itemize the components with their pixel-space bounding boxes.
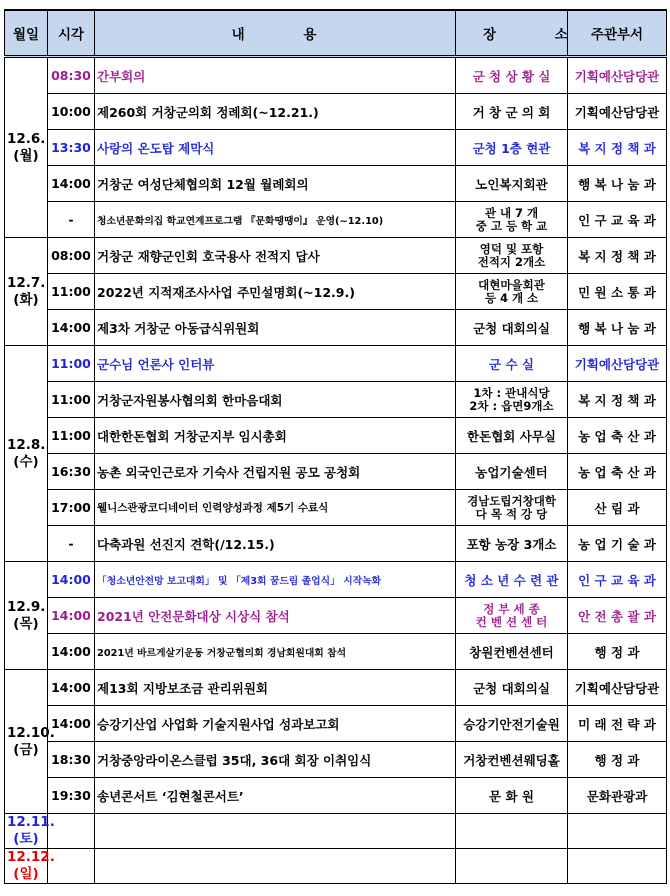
dept-cell xyxy=(568,814,667,849)
place-cell: 노인복지회관 xyxy=(456,166,568,202)
content-cell: 사랑의 온도탑 제막식 xyxy=(95,130,456,166)
schedule-row xyxy=(5,130,667,166)
content-cell: 2022년 지적재조사사업 주민설명회(~12.9.) xyxy=(95,274,456,310)
content-cell: 「청소년안전망 보고대회」 및 「제3회 꿈드림 졸업식」 시작녹화 xyxy=(95,562,456,598)
content-cell: 제13회 지방보조금 관리위원회 xyxy=(95,670,456,706)
dept-cell: 미 래 전 략 과 xyxy=(568,706,667,742)
place-cell xyxy=(456,490,568,526)
schedule-table xyxy=(4,9,667,884)
dept-cell: 복 지 정 책 과 xyxy=(568,382,667,418)
content-cell: 거창군 여성단체협의회 12월 월례회의 xyxy=(95,166,456,202)
schedule-row xyxy=(5,238,667,274)
schedule-row xyxy=(5,166,667,202)
weekday-label: (월) xyxy=(13,147,39,164)
dept-cell: 행 정 과 xyxy=(568,634,667,670)
place-line: 컨 벤 션 센 터 xyxy=(475,614,548,629)
time-cell: 19:30 xyxy=(48,778,95,814)
time-cell: 14:00 xyxy=(48,634,95,670)
date-label: 12.7. xyxy=(7,274,46,291)
time-cell: 14:00 xyxy=(48,706,95,742)
time-cell: 11:00 xyxy=(48,382,95,418)
content-cell: 농촌 외국인근로자 기숙사 건립지원 공모 공청회 xyxy=(95,454,456,490)
place-cell xyxy=(456,382,568,418)
schedule-row-empty xyxy=(5,848,667,883)
content-cell: 제260회 거창군의회 정례회(~12.21.) xyxy=(95,94,456,130)
place-cell: 군청 1층 현관 xyxy=(456,130,568,166)
dept-cell: 복 지 정 책 과 xyxy=(568,130,667,166)
dept-cell: 농 업 축 산 과 xyxy=(568,418,667,454)
dept-cell: 농 업 기 술 과 xyxy=(568,526,667,562)
content-cell: 거창군 재향군인회 호국용사 전적지 답사 xyxy=(95,238,456,274)
schedule-row xyxy=(5,742,667,778)
time-cell: 13:30 xyxy=(48,130,95,166)
place-cell: 창원컨벤션센터 xyxy=(456,634,568,670)
dept-cell: 민 원 소 통 과 xyxy=(568,274,667,310)
place-cell: 승강기안전기술원 xyxy=(456,706,568,742)
time-cell: 11:00 xyxy=(48,346,95,382)
place-cell: 군청 대회의실 xyxy=(456,670,568,706)
time-cell: 14:00 xyxy=(48,310,95,346)
place-line: 등 4 개 소 xyxy=(484,290,539,305)
schedule-row xyxy=(5,778,667,814)
place-line: 중 고 등 학 교 xyxy=(475,218,548,233)
place-cell xyxy=(456,814,568,849)
place-line: 전적지 2개소 xyxy=(477,254,546,269)
place-line: 1차 : 관내식당 xyxy=(473,386,550,401)
date-label: 12.8. xyxy=(7,436,46,453)
schedule-row xyxy=(5,454,667,490)
weekday-label: (일) xyxy=(13,865,39,882)
place-line: 경남도립거창대학 xyxy=(467,494,556,509)
dept-cell: 행 복 나 눔 과 xyxy=(568,166,667,202)
dept-cell: 인 구 교 육 과 xyxy=(568,202,667,238)
place-cell xyxy=(456,848,568,883)
header-date: 월일 xyxy=(5,10,48,57)
dept-cell: 기획예산담당관 xyxy=(568,94,667,130)
schedule-row xyxy=(5,274,667,310)
header-place: 장 소 xyxy=(456,10,568,57)
date-label: 12.6. xyxy=(7,130,46,147)
header-time: 시각 xyxy=(48,10,95,57)
time-cell: 14:00 xyxy=(48,562,95,598)
content-cell: 2021년 바르게살기운동 거창군협의회 경남회원대회 참석 xyxy=(95,634,456,670)
content-cell: 거창군자원봉사협의회 한마음대회 xyxy=(95,382,456,418)
place-line: 관 내 7 개 xyxy=(484,206,539,221)
time-cell: 16:30 xyxy=(48,454,95,490)
place-line: 2차 : 읍면9개소 xyxy=(469,398,554,413)
weekday-label: (토) xyxy=(13,830,39,847)
dept-cell: 기획예산담당관 xyxy=(568,670,667,706)
time-cell: - xyxy=(48,202,95,238)
place-line: 다 목 적 강 당 xyxy=(475,506,548,521)
place-cell: 문 화 원 xyxy=(456,778,568,814)
dept-cell xyxy=(568,848,667,883)
schedule-row xyxy=(5,57,667,94)
schedule-row xyxy=(5,346,667,382)
content-cell: 제3차 거창군 아동급식위원회 xyxy=(95,310,456,346)
place-cell: 청 소 년 수 련 관 xyxy=(456,562,568,598)
time-cell: 18:30 xyxy=(48,742,95,778)
content-cell xyxy=(95,814,456,849)
place-cell xyxy=(456,274,568,310)
place-cell: 한돈협회 사무실 xyxy=(456,418,568,454)
date-cell-dec11 xyxy=(5,814,55,849)
place-cell: 거창컨벤션웨딩홀 xyxy=(456,742,568,778)
place-cell xyxy=(456,598,568,634)
date-cell-dec6 xyxy=(5,57,48,238)
weekday-label: (수) xyxy=(13,453,39,470)
time-cell: 14:00 xyxy=(48,166,95,202)
schedule-row xyxy=(5,490,667,526)
dept-cell: 복 지 정 책 과 xyxy=(568,238,667,274)
dept-cell: 기획예산담당관 xyxy=(568,346,667,382)
schedule-row xyxy=(5,310,667,346)
schedule-row xyxy=(5,202,667,238)
place-line: 대현마을회관 xyxy=(478,278,545,293)
content-cell: 거창중앙라이온스클럽 35대, 36대 회장 이취임식 xyxy=(95,742,456,778)
time-cell: - xyxy=(48,526,95,562)
dept-cell: 기획예산담당관 xyxy=(568,57,667,94)
place-cell: 포항 농장 3개소 xyxy=(456,526,568,562)
dept-cell: 행 정 과 xyxy=(568,742,667,778)
date-cell-dec9 xyxy=(5,562,48,670)
place-cell xyxy=(456,202,568,238)
schedule-row xyxy=(5,562,667,598)
place-cell: 군청 대회의실 xyxy=(456,310,568,346)
schedule-row xyxy=(5,382,667,418)
dept-cell: 행 복 나 눔 과 xyxy=(568,310,667,346)
place-cell: 농업기술센터 xyxy=(456,454,568,490)
time-cell: 14:00 xyxy=(48,598,95,634)
schedule-row xyxy=(5,94,667,130)
date-cell-dec8 xyxy=(5,346,48,562)
time-cell: 08:30 xyxy=(48,57,95,94)
dept-cell: 문화관광과 xyxy=(568,778,667,814)
place-cell: 군 수 실 xyxy=(456,346,568,382)
header-dept: 주관부서 xyxy=(568,10,667,57)
header-row xyxy=(5,10,667,57)
content-cell: 다축과원 선진지 견학(/12.15.) xyxy=(95,526,456,562)
time-cell: 11:00 xyxy=(48,274,95,310)
content-cell: 대한한돈협회 거창군지부 임시총회 xyxy=(95,418,456,454)
content-cell: 웰니스관광코디네이터 인력양성과정 제5기 수료식 xyxy=(95,490,456,526)
date-label: 12.9. xyxy=(7,598,46,615)
place-cell: 군 청 상 황 실 xyxy=(456,57,568,94)
date-cell-dec7 xyxy=(5,238,48,346)
schedule-row-empty xyxy=(5,814,667,849)
header-content: 내 용 xyxy=(95,10,456,57)
place-line: 영덕 및 포항 xyxy=(479,242,544,257)
schedule-row xyxy=(5,526,667,562)
schedule-row xyxy=(5,598,667,634)
content-cell: 청소년문화의집 학교연계프로그램 『문화땡땡이』 운영(~12.10) xyxy=(95,202,456,238)
weekday-label: (목) xyxy=(13,615,39,632)
weekday-label: (화) xyxy=(13,291,39,308)
date-label: 12.12. xyxy=(7,848,55,865)
content-cell: 승강기산업 사업화 기술지원사업 성과보고회 xyxy=(95,706,456,742)
content-cell: 2021년 안전문화대상 시상식 참석 xyxy=(95,598,456,634)
time-cell: 10:00 xyxy=(48,94,95,130)
dept-cell: 농 업 축 산 과 xyxy=(568,454,667,490)
date-label: 12.10. xyxy=(7,724,55,741)
date-label: 12.11. xyxy=(7,814,55,830)
place-cell xyxy=(456,238,568,274)
content-cell: 간부회의 xyxy=(95,57,456,94)
schedule-row xyxy=(5,706,667,742)
date-cell-dec12 xyxy=(5,848,55,883)
time-cell: 11:00 xyxy=(48,418,95,454)
schedule-row xyxy=(5,418,667,454)
dept-cell: 안 전 총 괄 과 xyxy=(568,598,667,634)
time-cell: 14:00 xyxy=(48,670,95,706)
time-cell: 08:00 xyxy=(48,238,95,274)
place-line: 정 부 세 종 xyxy=(483,602,540,617)
dept-cell: 인 구 교 육 과 xyxy=(568,562,667,598)
time-cell: 17:00 xyxy=(48,490,95,526)
weekday-label: (금) xyxy=(13,741,39,758)
dept-cell: 산 림 과 xyxy=(568,490,667,526)
content-cell xyxy=(95,848,456,883)
date-cell-dec10 xyxy=(5,670,55,814)
content-cell: 송년콘서트 ‘김현철콘서트’ xyxy=(95,778,456,814)
schedule-row xyxy=(5,634,667,670)
schedule-row xyxy=(5,670,667,706)
place-cell: 거 창 군 의 회 xyxy=(456,94,568,130)
content-cell: 군수님 언론사 인터뷰 xyxy=(95,346,456,382)
